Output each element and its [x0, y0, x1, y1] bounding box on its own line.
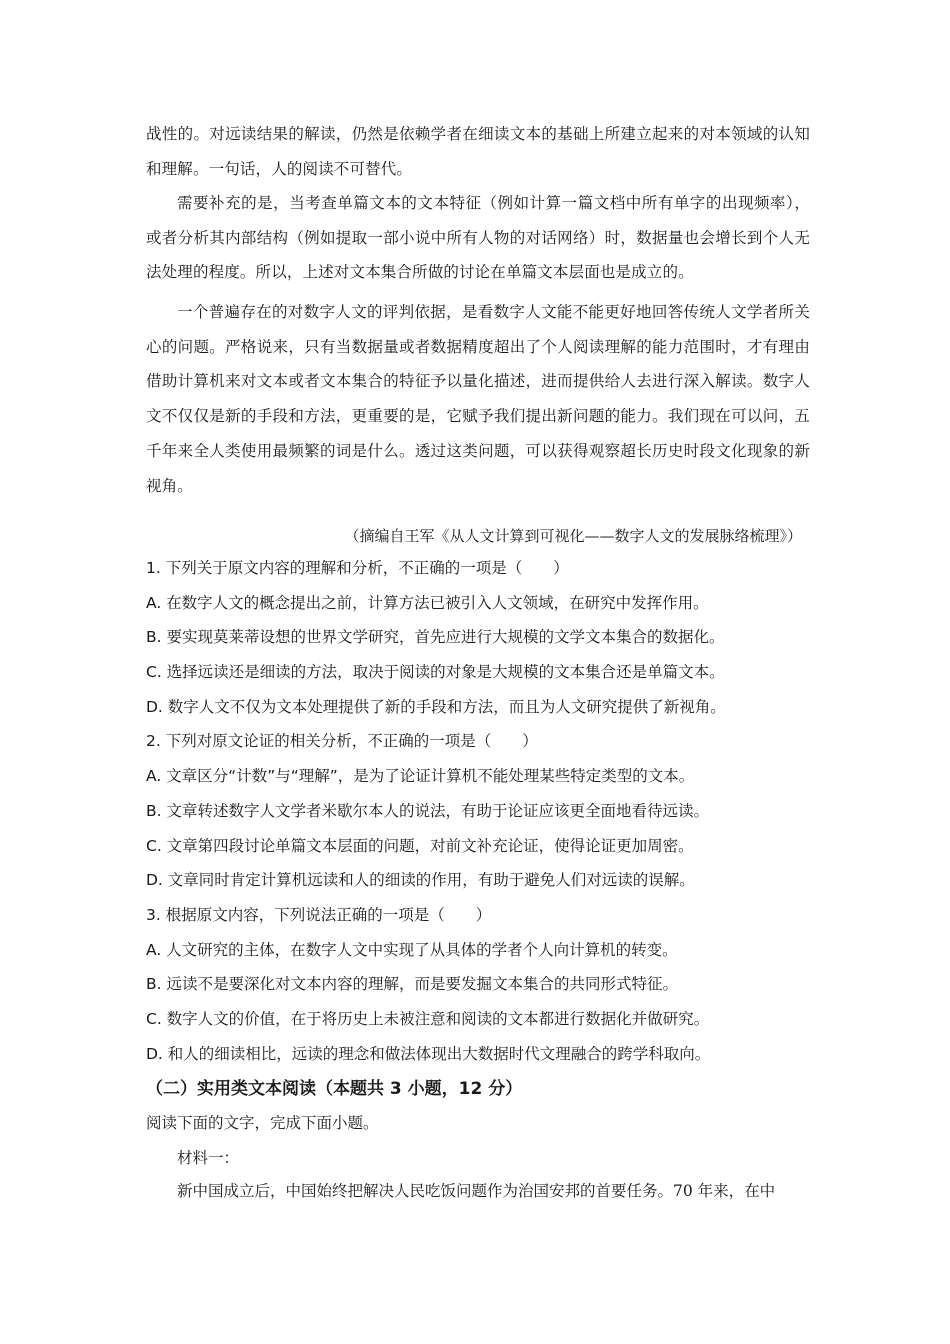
question-2-option-a: A. 文章区分“计数”与“理解”，是为了论证计算机不能处理某些特定类型的文本。	[146, 767, 695, 786]
question-1-stem: 1. 下列关于原文内容的理解和分析，不正确的一项是（ ）	[146, 559, 569, 577]
question-1-option-d: D. 数字人文不仅为文本处理提供了新的手段和方法，而且为人文研究提供了新视角。	[146, 697, 726, 716]
question-1-option-c: C. 选择远读还是细读的方法，取决于阅读的对象是大规模的文本集合还是单篇文本。	[146, 663, 725, 682]
section-instruction: 阅读下面的文字，完成下面小题。	[146, 1114, 379, 1132]
question-2-stem: 2. 下列对原文论证的相关分析，不正确的一项是（ ）	[146, 732, 538, 751]
question-2-option-d: D. 文章同时肯定计算机远读和人的细读的作用，有助于避免人们对远读的误解。	[146, 871, 695, 890]
passage-paragraph-3: 一个普遍存在的对数字人文的评判依据，是看数字人文能不能更好地回答传统人文学者所关心的问题。严格说来，只有当数据量或者数据精度超出了个人阅读理解的能力范围时，才有理由借助计算机来对文本或者文本集合的特征予以量化描述，进而提供给人去进行深入解读。数字人文不仅仅是新的手段和方法，更重要的是，它赋予我们提出新问题的能力。我们现在可以问，五千年来全人类使用最频繁的词是什么。透过这类问题，可以获得观察超长历史时段文化现象的新视角。	[146, 303, 810, 495]
section-heading: （二）实用类文本阅读（本题共 3 小题，12 分）	[146, 1079, 523, 1099]
question-3	[146, 898, 826, 1071]
passage-paragraph-1: 战性的。对远读结果的解读，仍然是依赖学者在细读文本的基础上所建立起来的对本领域的认知和理解。一句话，人的阅读不可替代。	[146, 125, 810, 178]
question-3-option-c: C. 数字人文的价值，在于将历史上未被注意和阅读的文本都进行数据化并做研究。	[146, 1009, 710, 1028]
question-1-option-b: B. 要实现莫莱蒂设想的世界文学研究，首先应进行大规模的文学文本集合的数据化。	[146, 628, 725, 647]
question-2-option-c: C. 文章第四段讨论单篇文本层面的问题，对前文补充论证，使得论证更加周密。	[146, 836, 694, 855]
material-paragraph: 新中国成立后，中国始终把解决人民吃饭问题作为治国安邦的首要任务。70 年来，在中	[177, 1182, 776, 1200]
question-list	[146, 551, 826, 1071]
question-2	[146, 724, 826, 897]
material-label: 材料一：	[177, 1149, 240, 1167]
source-citation: （摘编自王军《从人文计算到可视化——数字人文的发展脉络梳理》）	[344, 527, 802, 545]
question-3-option-d: D. 和人的细读相比，远读的理念和做法体现出大数据时代文理融合的跨学科取向。	[146, 1044, 711, 1063]
question-1-option-a: A. 在数字人文的概念提出之前，计算方法已被引入人文领域，在研究中发挥作用。	[146, 593, 709, 612]
question-3-option-b: B. 远读不是要深化对文本内容的理解，而是要发掘文本集合的共同形式特征。	[146, 975, 678, 994]
passage-paragraph-2: 需要补充的是，当考查单篇文本的文本特征（例如计算一篇文档中所有单字的出现频率），或者分析其内部结构（例如提取一部小说中所有人物的对话网络）时，数据量也会增长到个人无法处理的程度。所以，上述对文本集合所做的讨论在单篇文本层面也是成立的。	[146, 194, 810, 282]
question-1	[146, 551, 826, 724]
question-3-stem: 3. 根据原文内容，下列说法正确的一项是（ ）	[146, 905, 492, 924]
question-3-option-a: A. 人文研究的主体，在数字人文中实现了从具体的学者个人向计算机的转变。	[146, 940, 678, 959]
question-2-option-b: B. 文章转述数字人文学者米歇尔本人的说法，有助于论证应该更全面地看待远读。	[146, 801, 709, 820]
